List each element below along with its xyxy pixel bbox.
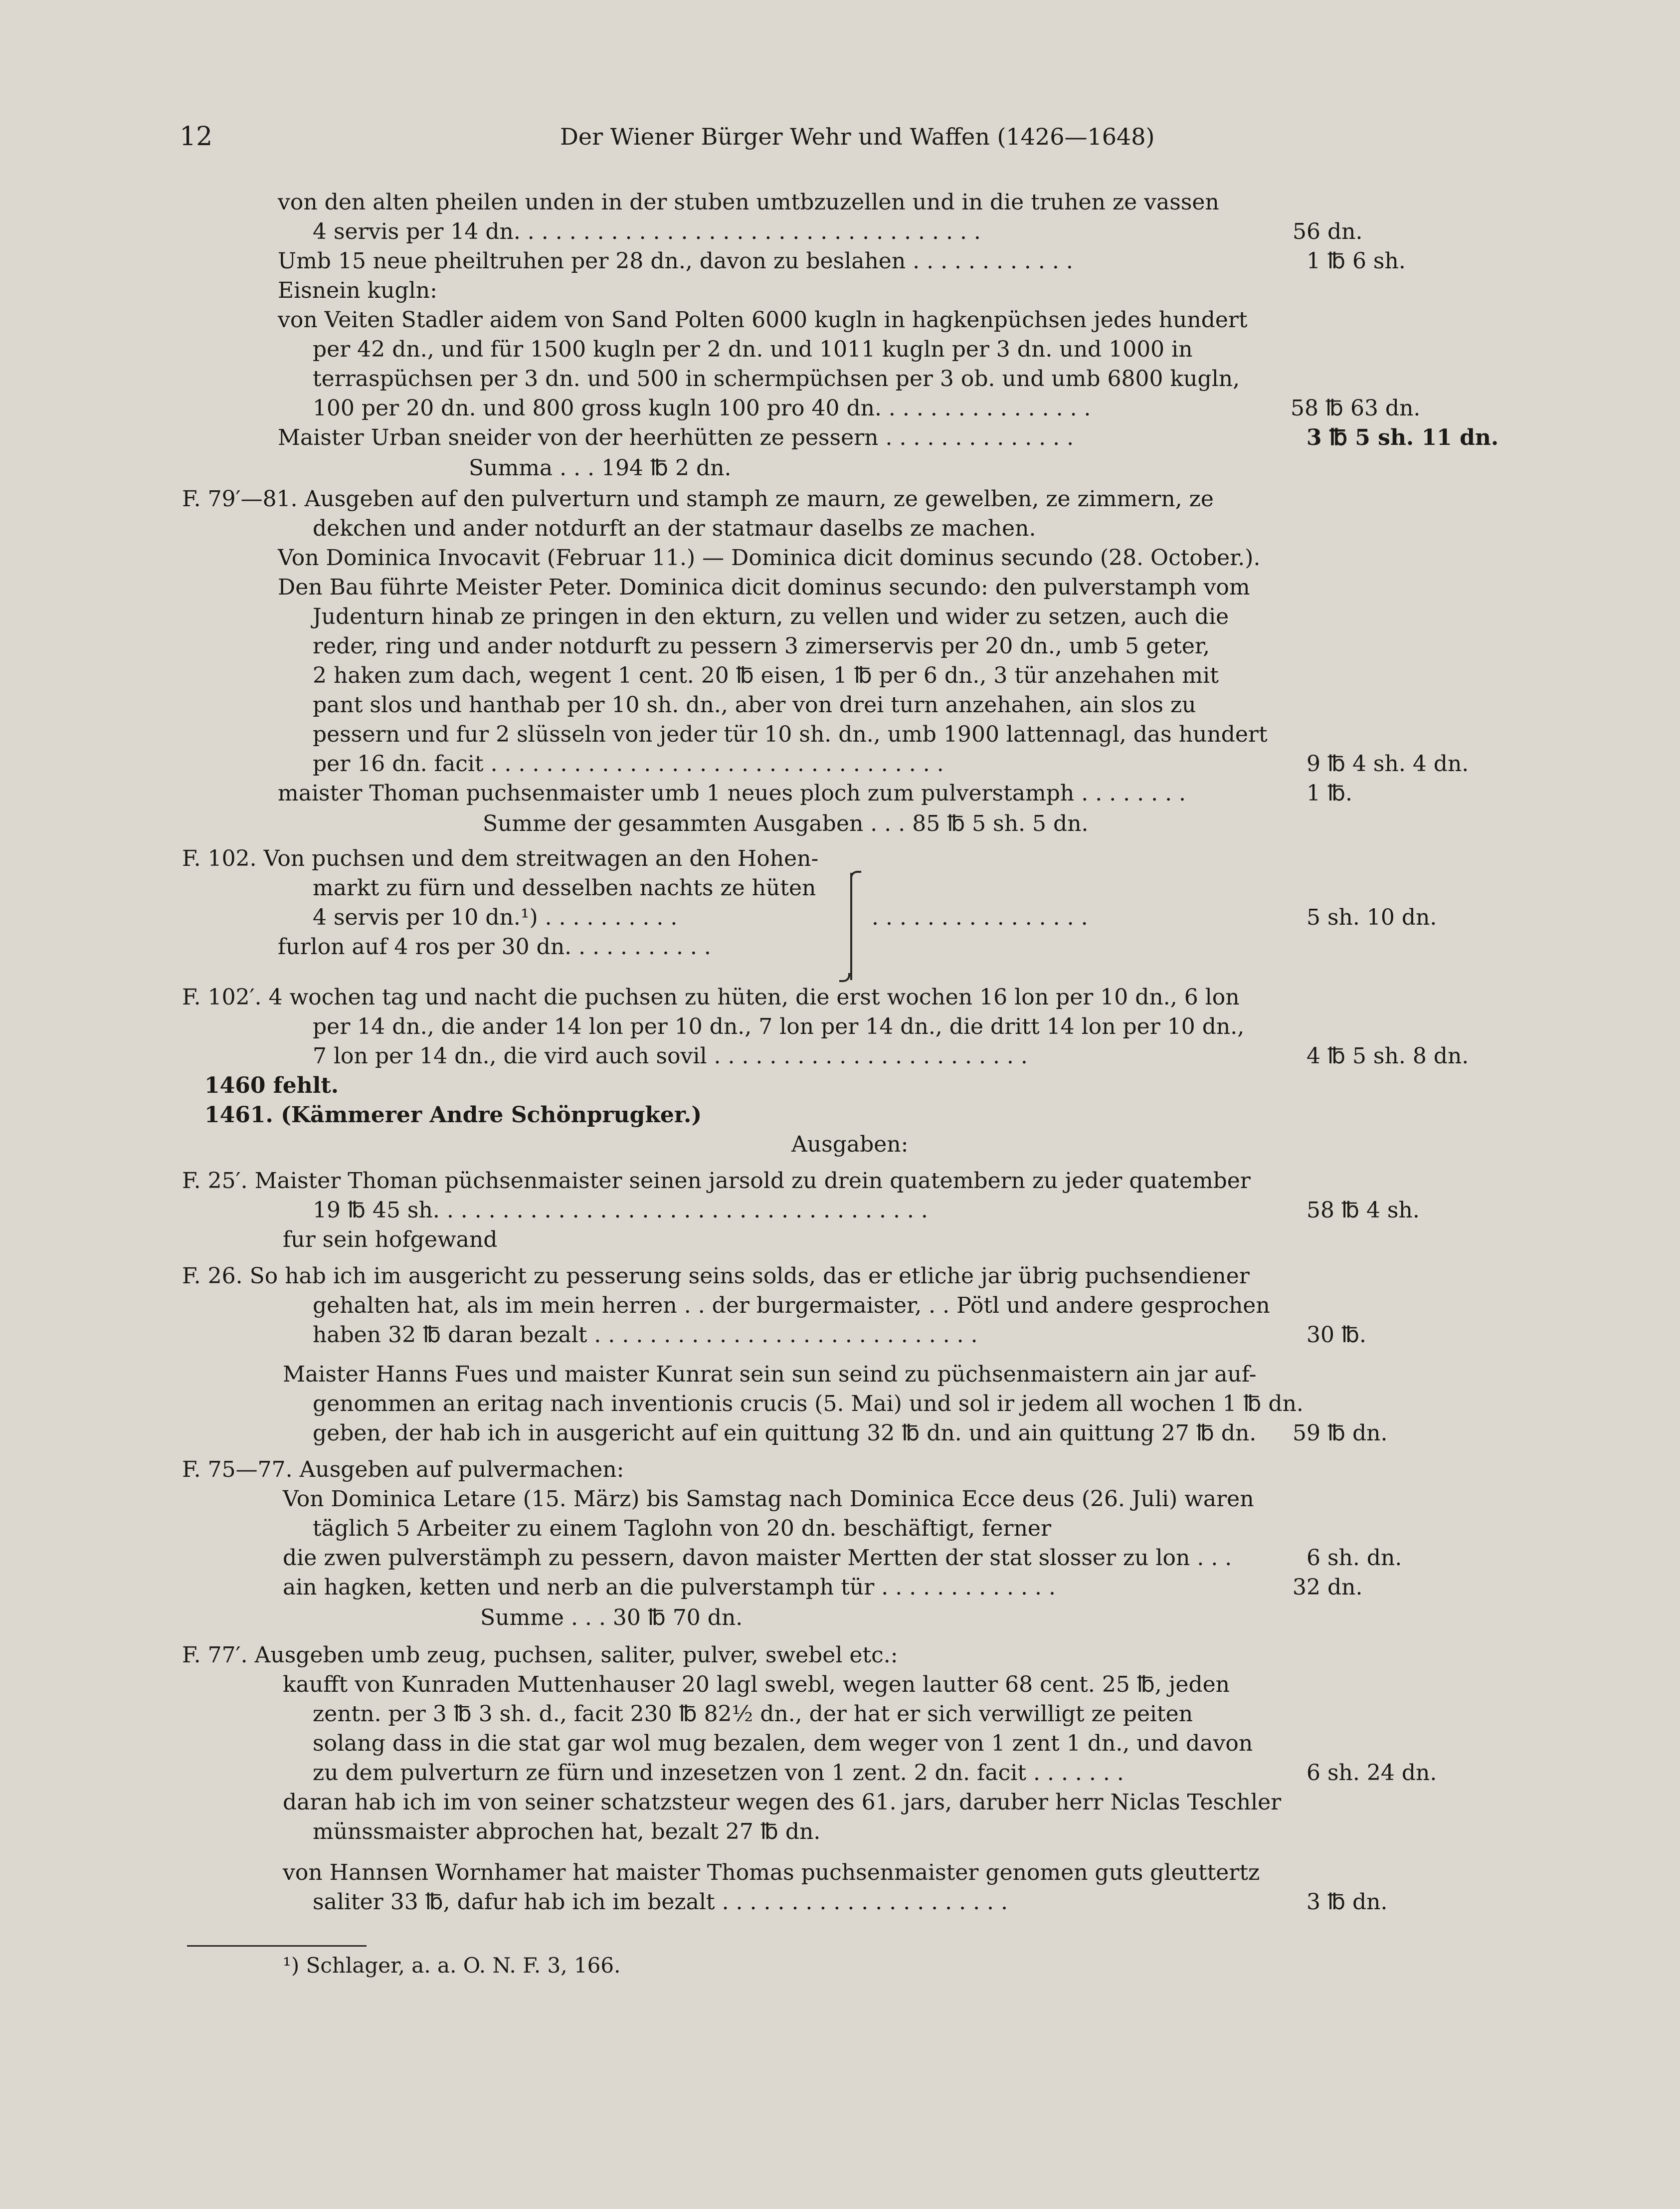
text-line: saliter 33 ℔, dafur hab ich im bezalt . . . . . . . . . . . . . . . . . . . . . — [313, 1889, 1008, 1915]
text-line: 7 lon per 14 dn., die vird auch sovil . . . . . . . . . . . . . . . . . . . . . . . — [313, 1043, 1028, 1069]
text-line: täglich 5 Arbeiter zu einem Taglohn von 20 dn. beschäftigt, ferner — [313, 1516, 1052, 1541]
text-line: 2 haken zum dach, wegent 1 cent. 20 ℔ eisen, 1 ℔ per 6 dn., 3 tür anzehahen mit — [313, 663, 1219, 688]
text-line: von den alten pheilen unden in der stuben umtbzuzellen und in die truhen ze vassen — [278, 190, 1219, 215]
amount: 5 sh. 10 dn. — [1307, 905, 1437, 930]
running-title: Der Wiener Bürger Wehr und Waffen (1426—1648) — [560, 123, 1155, 150]
text-line: von Hannsen Wornhamer hat maister Thomas puchsenmaister genomen guts gleuttertz — [283, 1860, 1260, 1885]
text-line: per 16 dn. facit . . . . . . . . . . . . . . . . . . . . . . . . . . . . . . . . . — [313, 751, 944, 777]
text-line: Eisnein kugln: — [278, 278, 437, 303]
text-line: F. 79′—81. Ausgeben auf den pulverturn und stamph ze maurn, ze gewelben, ze zimmern, ze — [182, 486, 1214, 512]
text-line: geben, der hab ich in ausgericht auf ein quittung 32 ℔ dn. und ain quittung 27 ℔ dn. — [313, 1420, 1257, 1446]
text-line: Von Dominica Letare (15. März) bis Samstag nach Dominica Ecce deus (26. Juli) waren — [283, 1486, 1254, 1512]
text-line: dekchen und ander notdurft an der statmaur daselbs ze machen. — [313, 516, 1036, 541]
text-line: furlon auf 4 ros per 30 dn. . . . . . . . . . . — [278, 934, 711, 960]
text-line: gehalten hat, als im mein herren . . der burgermaister, . . Pötl und andere gesprochen — [313, 1293, 1270, 1318]
text-line: F. 77′. Ausgeben umb zeug, puchsen, saliter, pulver, swebel etc.: — [182, 1642, 898, 1668]
amount: 1 ℔. — [1307, 781, 1352, 806]
text-line: solang dass in die stat gar wol mug bezalen, dem weger von 1 zent 1 dn., und davon — [313, 1731, 1253, 1756]
text-line: per 14 dn., die ander 14 lon per 10 dn., 7 lon per 14 dn., die dritt 14 lon per 10 dn., — [313, 1014, 1245, 1039]
text-line: von Veiten Stadler aidem von Sand Polten 6000 kugln in hagkenpüchsen jedes hundert — [278, 307, 1248, 333]
text-line: zentn. per 3 ℔ 3 sh. d., facit 230 ℔ 82½ dn., der hat er sich verwilligt ze peiten — [313, 1701, 1193, 1727]
amount: 30 ℔. — [1307, 1322, 1366, 1348]
sum-line: Summa . . . 194 ℔ 2 dn. — [469, 455, 732, 481]
text-line: daran hab ich im von seiner schatzsteur wegen des 61. jars, daruber herr Niclas Teschler — [283, 1790, 1282, 1815]
amount: 1 ℔ 6 sh. — [1307, 248, 1406, 274]
amount: 3 ℔ dn. — [1307, 1889, 1388, 1915]
amount: 3 ℔ 5 sh. 11 dn. — [1307, 425, 1499, 450]
section-heading: Ausgaben: — [791, 1132, 909, 1157]
text-line: reder, ring und ander notdurft zu pessern 3 zimerservis per 20 dn., umb 5 geter, — [313, 633, 1210, 659]
text-line: maister Thoman puchsenmaister umb 1 neues ploch zum pulverstamph . . . . . . . . — [278, 781, 1186, 806]
brace — [850, 873, 863, 980]
text-line: kaufft von Kunraden Muttenhauser 20 lagl swebl, wegen lautter 68 cent. 25 ℔, jeden — [283, 1672, 1230, 1697]
text-line: pessern und fur 2 slüsseln von jeder tür 10 sh. dn., umb 1900 lattennagl, das hundert — [313, 722, 1268, 747]
text-line: terraspüchsen per 3 dn. und 500 in schermpüchsen per 3 ob. und umb 6800 kugln, — [313, 366, 1240, 392]
text-line: 100 per 20 dn. und 800 gross kugln 100 pro 40 dn. . . . . . . . . . . . . . . . — [313, 396, 1091, 421]
text-line: fur sein hofgewand — [283, 1227, 498, 1252]
year-heading: 1461. (Kämmerer Andre Schönprugker.) — [204, 1102, 702, 1128]
amount: 56 dn. — [1293, 219, 1363, 244]
amount: 6 sh. dn. — [1307, 1545, 1402, 1571]
text-line: markt zu fürn und desselben nachts ze hüten — [313, 875, 816, 901]
text-line: die zwen pulverstämph zu pessern, davon maister Mertten der stat slosser zu lon . . . — [283, 1545, 1232, 1571]
text-line: F. 102. Von puchsen und dem streitwagen an den Hohen- — [182, 846, 819, 871]
amount: 58 ℔ 63 dn. — [1291, 396, 1421, 421]
year-heading: 1460 fehlt. — [204, 1073, 339, 1098]
amount: 58 ℔ 4 sh. — [1307, 1198, 1420, 1223]
text-line: F. 25′. Maister Thoman püchsenmaister seinen jarsold zu drein quatembern zu jeder quatember — [182, 1168, 1251, 1194]
text-line: genommen an eritag nach inventionis crucis (5. Mai) und sol ir jedem all wochen 1 ℔ dn. — [313, 1391, 1304, 1416]
text-line: Von Dominica Invocavit (Februar 11.) — Dominica dicit dominus secundo (28. October.). — [278, 545, 1261, 571]
amount: 9 ℔ 4 sh. 4 dn. — [1307, 751, 1469, 777]
text-line: F. 102′. 4 wochen tag und nacht die puchsen zu hüten, die erst wochen 16 lon per 10 dn., 6 lon — [182, 985, 1240, 1010]
text-line: haben 32 ℔ daran bezalt . . . . . . . . . . . . . . . . . . . . . . . . . . . . — [313, 1322, 978, 1348]
text-line: münssmaister abprochen hat, bezalt 27 ℔ dn. — [313, 1819, 821, 1844]
text-line: Maister Urban sneider von der heerhütten ze pessern . . . . . . . . . . . . . . — [278, 425, 1074, 450]
text-line: 4 servis per 14 dn. . . . . . . . . . . . . . . . . . . . . . . . . . . . . . . . . . — [313, 219, 981, 244]
footnote-separator — [187, 1945, 367, 1947]
text-line: F. 26. So hab ich im ausgericht zu pesserung seins solds, das er etliche jar übrig puchsendiener — [182, 1263, 1250, 1289]
text-line: zu dem pulverturn ze fürn und inzesetzen von 1 zent. 2 dn. facit . . . . . . . — [313, 1760, 1124, 1786]
footnote: ¹) Schlager, a. a. O. N. F. 3, 166. — [283, 1953, 621, 1978]
text-line: 19 ℔ 45 sh. . . . . . . . . . . . . . . . . . . . . . . . . . . . . . . . . . . . — [313, 1198, 928, 1223]
text-line: Maister Hanns Fues und maister Kunrat sein sun seind zu püchsenmaistern ain jar auf- — [283, 1362, 1257, 1387]
text-line: ain hagken, ketten und nerb an die pulverstamph tür . . . . . . . . . . . . . — [283, 1575, 1056, 1600]
sum-line: Summe . . . 30 ℔ 70 dn. — [480, 1605, 743, 1630]
amount: 4 ℔ 5 sh. 8 dn. — [1307, 1043, 1469, 1069]
text-line: pant slos und hanthab per 10 sh. dn., aber von drei turn anzehahen, ain slos zu — [313, 692, 1196, 718]
page-number: 12 — [180, 122, 213, 152]
amount: 32 dn. — [1293, 1575, 1363, 1600]
dot-leader: . . . . . . . . . . . . . . . . — [872, 905, 1088, 930]
text-line: 4 servis per 10 dn.¹) . . . . . . . . . . — [313, 905, 678, 930]
amount: 6 sh. 24 dn. — [1307, 1760, 1437, 1786]
text-line: Den Bau führte Meister Peter. Dominica dicit dominus secundo: den pulverstamph vom — [278, 575, 1250, 600]
amount: 59 ℔ dn. — [1293, 1420, 1388, 1446]
text-line: Judenturn hinab ze pringen in den ekturn, zu vellen und wider zu setzen, auch die — [313, 604, 1229, 629]
text-line: per 42 dn., und für 1500 kugln per 2 dn. und 1011 kugln per 3 dn. und 1000 in — [313, 337, 1193, 362]
sum-line: Summe der gesammten Ausgaben . . . 85 ℔ 5 sh. 5 dn. — [483, 811, 1089, 836]
text-line: Umb 15 neue pheiltruhen per 28 dn., davon zu beslahen . . . . . . . . . . . . — [278, 248, 1073, 274]
text-line: F. 75—77. Ausgeben auf pulvermachen: — [182, 1457, 624, 1482]
